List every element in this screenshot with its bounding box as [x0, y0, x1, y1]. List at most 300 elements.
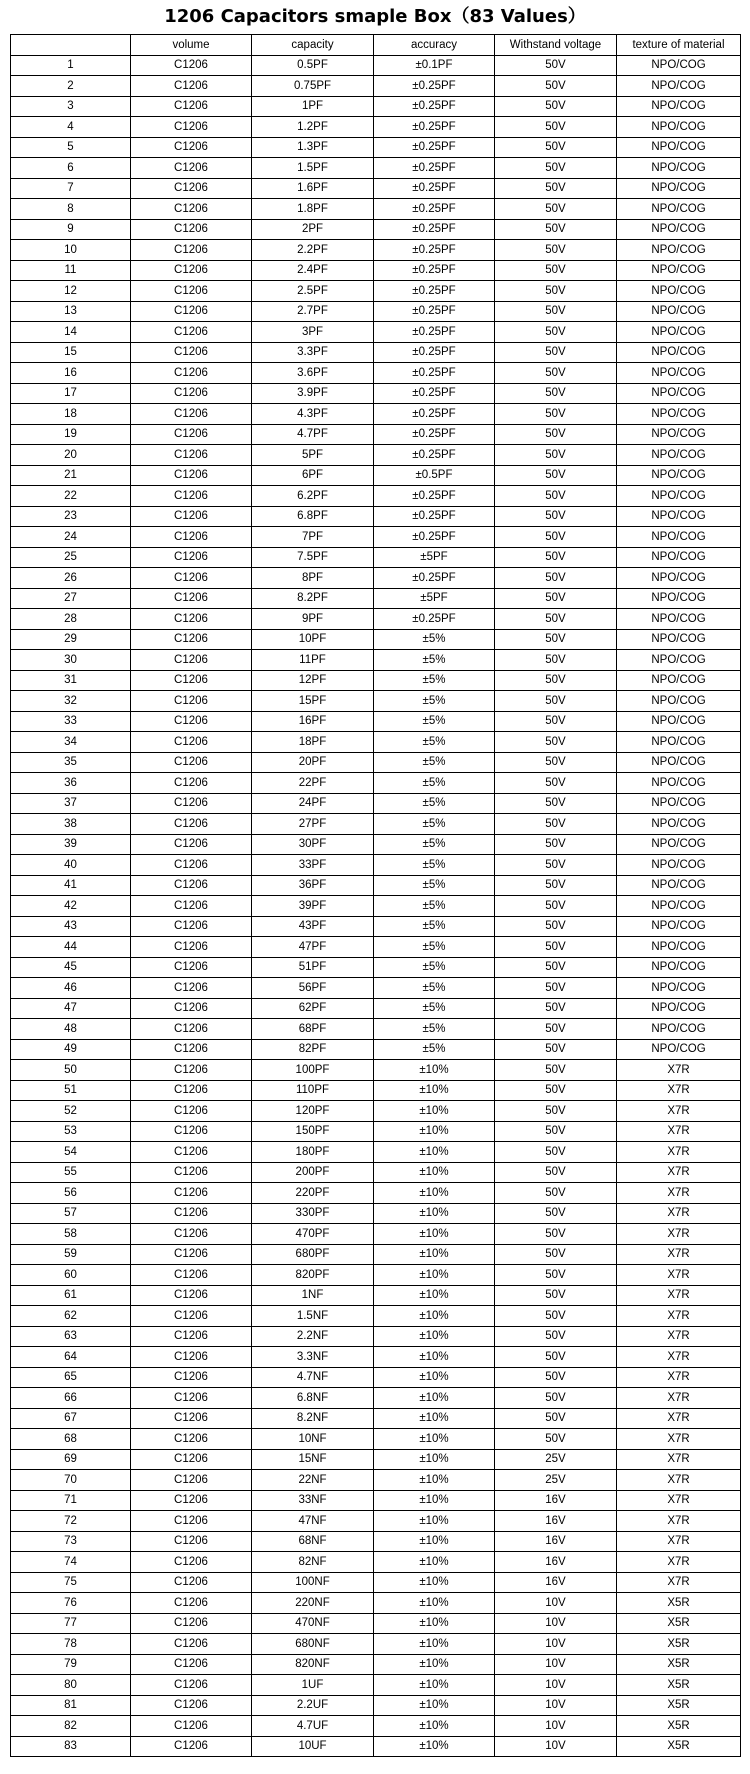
cell-accuracy: ±5% — [374, 1039, 495, 1060]
cell-capacity: 4.7PF — [252, 424, 374, 445]
cell-capacity: 6.8NF — [252, 1388, 374, 1409]
cell-voltage: 16V — [495, 1572, 617, 1593]
cell-capacity: 150PF — [252, 1121, 374, 1142]
cell-volume: C1206 — [131, 219, 252, 240]
cell-material: NPO/COG — [617, 158, 741, 179]
cell-accuracy: ±10% — [374, 1306, 495, 1327]
cell-material: NPO/COG — [617, 998, 741, 1019]
table-row — [11, 1613, 741, 1634]
table-row — [11, 465, 741, 486]
cell-accuracy: ±10% — [374, 1101, 495, 1122]
cell-voltage: 50V — [495, 342, 617, 363]
cell-material: X5R — [617, 1716, 741, 1737]
cell-accuracy: ±5PF — [374, 588, 495, 609]
cell-material: NPO/COG — [617, 506, 741, 527]
cell-accuracy: ±10% — [374, 1121, 495, 1142]
cell-capacity: 220NF — [252, 1593, 374, 1614]
cell-index: 11 — [11, 260, 131, 281]
cell-voltage: 50V — [495, 1408, 617, 1429]
table-row — [11, 76, 741, 97]
cell-index: 82 — [11, 1716, 131, 1737]
cell-index: 13 — [11, 301, 131, 322]
cell-voltage: 50V — [495, 96, 617, 117]
cell-capacity: 36PF — [252, 875, 374, 896]
cell-voltage: 50V — [495, 1142, 617, 1163]
cell-index: 71 — [11, 1490, 131, 1511]
cell-material: NPO/COG — [617, 55, 741, 76]
table-row — [11, 1224, 741, 1245]
cell-voltage: 16V — [495, 1552, 617, 1573]
cell-index: 54 — [11, 1142, 131, 1163]
cell-capacity: 8PF — [252, 568, 374, 589]
cell-index: 83 — [11, 1736, 131, 1757]
table-row — [11, 1183, 741, 1204]
cell-capacity: 51PF — [252, 957, 374, 978]
cell-accuracy: ±10% — [374, 1470, 495, 1491]
cell-voltage: 50V — [495, 691, 617, 712]
cell-voltage: 50V — [495, 629, 617, 650]
cell-index: 77 — [11, 1613, 131, 1634]
table-row — [11, 527, 741, 548]
table-row — [11, 1531, 741, 1552]
table-row — [11, 117, 741, 138]
page-title: 1206 Capacitors smaple Box（83 Values） — [164, 6, 586, 27]
cell-volume: C1206 — [131, 117, 252, 138]
cell-capacity: 6.8PF — [252, 506, 374, 527]
cell-accuracy: ±0.25PF — [374, 199, 495, 220]
cell-capacity: 10UF — [252, 1736, 374, 1757]
cell-capacity: 2PF — [252, 219, 374, 240]
cell-material: NPO/COG — [617, 937, 741, 958]
table-row — [11, 178, 741, 199]
cell-index: 59 — [11, 1244, 131, 1265]
cell-material: NPO/COG — [617, 117, 741, 138]
cell-volume: C1206 — [131, 711, 252, 732]
cell-volume: C1206 — [131, 588, 252, 609]
cell-voltage: 50V — [495, 834, 617, 855]
cell-voltage: 50V — [495, 650, 617, 671]
cell-material: X7R — [617, 1347, 741, 1368]
table-row — [11, 1039, 741, 1060]
cell-index: 14 — [11, 322, 131, 343]
cell-index: 46 — [11, 978, 131, 999]
cell-voltage: 10V — [495, 1675, 617, 1696]
cell-capacity: 330PF — [252, 1203, 374, 1224]
cell-capacity: 62PF — [252, 998, 374, 1019]
cell-voltage: 50V — [495, 998, 617, 1019]
cell-accuracy: ±5% — [374, 629, 495, 650]
cell-capacity: 4.3PF — [252, 404, 374, 425]
cell-material: NPO/COG — [617, 260, 741, 281]
cell-material: NPO/COG — [617, 670, 741, 691]
cell-material: NPO/COG — [617, 752, 741, 773]
cell-index: 15 — [11, 342, 131, 363]
cell-capacity: 220PF — [252, 1183, 374, 1204]
cell-accuracy: ±10% — [374, 1285, 495, 1306]
cell-material: NPO/COG — [617, 916, 741, 937]
cell-volume: C1206 — [131, 629, 252, 650]
cell-material: X7R — [617, 1203, 741, 1224]
cell-index: 70 — [11, 1470, 131, 1491]
cell-voltage: 50V — [495, 896, 617, 917]
cell-capacity: 180PF — [252, 1142, 374, 1163]
cell-accuracy: ±10% — [374, 1675, 495, 1696]
table-row — [11, 814, 741, 835]
cell-material: X7R — [617, 1326, 741, 1347]
cell-accuracy: ±10% — [374, 1203, 495, 1224]
cell-material: NPO/COG — [617, 219, 741, 240]
cell-volume: C1206 — [131, 445, 252, 466]
table-row — [11, 691, 741, 712]
cell-volume: C1206 — [131, 1470, 252, 1491]
cell-material: X7R — [617, 1142, 741, 1163]
cell-accuracy: ±0.25PF — [374, 486, 495, 507]
cell-accuracy: ±0.25PF — [374, 342, 495, 363]
cell-voltage: 50V — [495, 937, 617, 958]
cell-volume: C1206 — [131, 506, 252, 527]
cell-material: NPO/COG — [617, 814, 741, 835]
cell-volume: C1206 — [131, 1613, 252, 1634]
cell-index: 52 — [11, 1101, 131, 1122]
cell-voltage: 50V — [495, 1326, 617, 1347]
cell-voltage: 50V — [495, 855, 617, 876]
cell-voltage: 50V — [495, 978, 617, 999]
cell-accuracy: ±10% — [374, 1060, 495, 1081]
table-row — [11, 260, 741, 281]
cell-index: 38 — [11, 814, 131, 835]
cell-index: 43 — [11, 916, 131, 937]
cell-index: 48 — [11, 1019, 131, 1040]
cell-index: 41 — [11, 875, 131, 896]
cell-accuracy: ±5% — [374, 957, 495, 978]
cell-capacity: 200PF — [252, 1162, 374, 1183]
cell-volume: C1206 — [131, 670, 252, 691]
cell-index: 22 — [11, 486, 131, 507]
cell-material: X7R — [617, 1572, 741, 1593]
table-row — [11, 1408, 741, 1429]
cell-capacity: 0.75PF — [252, 76, 374, 97]
cell-capacity: 16PF — [252, 711, 374, 732]
cell-voltage: 50V — [495, 404, 617, 425]
table-row — [11, 937, 741, 958]
table-row — [11, 1326, 741, 1347]
cell-volume: C1206 — [131, 1224, 252, 1245]
cell-index: 81 — [11, 1695, 131, 1716]
cell-accuracy: ±10% — [374, 1265, 495, 1286]
cell-material: X5R — [617, 1695, 741, 1716]
table-row — [11, 1388, 741, 1409]
table-row — [11, 1736, 741, 1757]
cell-volume: C1206 — [131, 301, 252, 322]
cell-index: 28 — [11, 609, 131, 630]
cell-voltage: 50V — [495, 281, 617, 302]
cell-material: NPO/COG — [617, 178, 741, 199]
cell-accuracy: ±5% — [374, 773, 495, 794]
cell-volume: C1206 — [131, 978, 252, 999]
header-material: texture of material — [617, 35, 741, 56]
table-row — [11, 158, 741, 179]
cell-index: 32 — [11, 691, 131, 712]
cell-voltage: 10V — [495, 1654, 617, 1675]
cell-voltage: 50V — [495, 588, 617, 609]
cell-voltage: 16V — [495, 1490, 617, 1511]
cell-index: 69 — [11, 1449, 131, 1470]
cell-volume: C1206 — [131, 1695, 252, 1716]
cell-capacity: 1.6PF — [252, 178, 374, 199]
cell-material: NPO/COG — [617, 342, 741, 363]
cell-volume: C1206 — [131, 1572, 252, 1593]
cell-material: X7R — [617, 1101, 741, 1122]
cell-voltage: 50V — [495, 568, 617, 589]
cell-voltage: 10V — [495, 1695, 617, 1716]
cell-voltage: 25V — [495, 1470, 617, 1491]
cell-voltage: 50V — [495, 547, 617, 568]
cell-voltage: 50V — [495, 322, 617, 343]
cell-accuracy: ±0.5PF — [374, 465, 495, 486]
cell-index: 24 — [11, 527, 131, 548]
cell-volume: C1206 — [131, 916, 252, 937]
cell-volume: C1206 — [131, 1388, 252, 1409]
cell-volume: C1206 — [131, 937, 252, 958]
cell-volume: C1206 — [131, 834, 252, 855]
cell-volume: C1206 — [131, 732, 252, 753]
cell-volume: C1206 — [131, 1121, 252, 1142]
cell-voltage: 10V — [495, 1613, 617, 1634]
cell-accuracy: ±10% — [374, 1634, 495, 1655]
cell-material: NPO/COG — [617, 1039, 741, 1060]
cell-accuracy: ±10% — [374, 1080, 495, 1101]
cell-material: NPO/COG — [617, 650, 741, 671]
table-row — [11, 281, 741, 302]
cell-capacity: 33NF — [252, 1490, 374, 1511]
table-row — [11, 732, 741, 753]
cell-volume: C1206 — [131, 383, 252, 404]
cell-index: 23 — [11, 506, 131, 527]
cell-volume: C1206 — [131, 55, 252, 76]
table-row — [11, 1429, 741, 1450]
cell-index: 67 — [11, 1408, 131, 1429]
cell-material: X7R — [617, 1183, 741, 1204]
cell-index: 16 — [11, 363, 131, 384]
cell-voltage: 50V — [495, 137, 617, 158]
cell-capacity: 30PF — [252, 834, 374, 855]
cell-volume: C1206 — [131, 1244, 252, 1265]
cell-index: 58 — [11, 1224, 131, 1245]
cell-accuracy: ±0.25PF — [374, 260, 495, 281]
cell-capacity: 8.2PF — [252, 588, 374, 609]
cell-voltage: 50V — [495, 465, 617, 486]
cell-voltage: 50V — [495, 1306, 617, 1327]
cell-volume: C1206 — [131, 1511, 252, 1532]
cell-capacity: 110PF — [252, 1080, 374, 1101]
cell-material: X7R — [617, 1306, 741, 1327]
cell-capacity: 47NF — [252, 1511, 374, 1532]
cell-index: 2 — [11, 76, 131, 97]
cell-accuracy: ±0.25PF — [374, 117, 495, 138]
cell-material: NPO/COG — [617, 322, 741, 343]
cell-voltage: 50V — [495, 875, 617, 896]
table-row — [11, 506, 741, 527]
table-row — [11, 1121, 741, 1142]
cell-accuracy: ±0.25PF — [374, 404, 495, 425]
table-row — [11, 998, 741, 1019]
cell-material: NPO/COG — [617, 96, 741, 117]
cell-index: 4 — [11, 117, 131, 138]
table-row — [11, 609, 741, 630]
cell-material: NPO/COG — [617, 240, 741, 261]
cell-volume: C1206 — [131, 1203, 252, 1224]
cell-accuracy: ±0.25PF — [374, 219, 495, 240]
cell-volume: C1206 — [131, 1019, 252, 1040]
cell-material: NPO/COG — [617, 486, 741, 507]
cell-voltage: 10V — [495, 1593, 617, 1614]
table-row — [11, 137, 741, 158]
cell-voltage: 50V — [495, 1203, 617, 1224]
cell-accuracy: ±10% — [374, 1408, 495, 1429]
cell-material: X5R — [617, 1675, 741, 1696]
table-row — [11, 875, 741, 896]
cell-index: 3 — [11, 96, 131, 117]
cell-volume: C1206 — [131, 1162, 252, 1183]
cell-index: 55 — [11, 1162, 131, 1183]
cell-voltage: 50V — [495, 486, 617, 507]
cell-accuracy: ±10% — [374, 1695, 495, 1716]
cell-accuracy: ±10% — [374, 1388, 495, 1409]
cell-volume: C1206 — [131, 568, 252, 589]
cell-volume: C1206 — [131, 1367, 252, 1388]
cell-material: NPO/COG — [617, 76, 741, 97]
cell-voltage: 50V — [495, 1019, 617, 1040]
cell-index: 8 — [11, 199, 131, 220]
cell-volume: C1206 — [131, 486, 252, 507]
table-row — [11, 711, 741, 732]
table-row — [11, 1552, 741, 1573]
cell-voltage: 50V — [495, 732, 617, 753]
cell-index: 64 — [11, 1347, 131, 1368]
cell-index: 49 — [11, 1039, 131, 1060]
cell-volume: C1206 — [131, 793, 252, 814]
cell-accuracy: ±5% — [374, 691, 495, 712]
cell-index: 80 — [11, 1675, 131, 1696]
cell-capacity: 82NF — [252, 1552, 374, 1573]
cell-capacity: 1UF — [252, 1675, 374, 1696]
cell-volume: C1206 — [131, 1080, 252, 1101]
cell-volume: C1206 — [131, 1101, 252, 1122]
cell-voltage: 50V — [495, 793, 617, 814]
cell-accuracy: ±5% — [374, 855, 495, 876]
cell-voltage: 10V — [495, 1634, 617, 1655]
cell-voltage: 50V — [495, 1347, 617, 1368]
cell-material: X7R — [617, 1511, 741, 1532]
cell-capacity: 100PF — [252, 1060, 374, 1081]
table-row — [11, 1244, 741, 1265]
cell-volume: C1206 — [131, 465, 252, 486]
cell-voltage: 50V — [495, 1244, 617, 1265]
cell-capacity: 3.3NF — [252, 1347, 374, 1368]
cell-volume: C1206 — [131, 527, 252, 548]
cell-capacity: 68PF — [252, 1019, 374, 1040]
table-row — [11, 1347, 741, 1368]
cell-voltage: 50V — [495, 1367, 617, 1388]
cell-accuracy: ±5% — [374, 834, 495, 855]
cell-material: NPO/COG — [617, 691, 741, 712]
cell-accuracy: ±10% — [374, 1224, 495, 1245]
table-row — [11, 752, 741, 773]
cell-voltage: 50V — [495, 711, 617, 732]
cell-material: NPO/COG — [617, 363, 741, 384]
cell-volume: C1206 — [131, 1634, 252, 1655]
table-row — [11, 1285, 741, 1306]
cell-accuracy: ±10% — [374, 1654, 495, 1675]
cell-accuracy: ±5% — [374, 814, 495, 835]
table-row — [11, 1593, 741, 1614]
cell-volume: C1206 — [131, 1490, 252, 1511]
cell-index: 75 — [11, 1572, 131, 1593]
cell-index: 1 — [11, 55, 131, 76]
header-volume: volume — [131, 35, 252, 56]
cell-capacity: 1.2PF — [252, 117, 374, 138]
cell-volume: C1206 — [131, 1306, 252, 1327]
cell-voltage: 50V — [495, 1224, 617, 1245]
cell-index: 74 — [11, 1552, 131, 1573]
cell-capacity: 33PF — [252, 855, 374, 876]
cell-capacity: 5PF — [252, 445, 374, 466]
cell-index: 17 — [11, 383, 131, 404]
table-row — [11, 383, 741, 404]
table-row — [11, 55, 741, 76]
cell-capacity: 820PF — [252, 1265, 374, 1286]
cell-index: 12 — [11, 281, 131, 302]
table-row — [11, 855, 741, 876]
table-row — [11, 629, 741, 650]
cell-index: 79 — [11, 1654, 131, 1675]
cell-volume: C1206 — [131, 1449, 252, 1470]
cell-accuracy: ±10% — [374, 1326, 495, 1347]
cell-capacity: 4.7UF — [252, 1716, 374, 1737]
cell-accuracy: ±0.25PF — [374, 363, 495, 384]
cell-voltage: 10V — [495, 1716, 617, 1737]
cell-voltage: 50V — [495, 916, 617, 937]
cell-capacity: 3.9PF — [252, 383, 374, 404]
table-row — [11, 240, 741, 261]
cell-voltage: 50V — [495, 1162, 617, 1183]
cell-material: NPO/COG — [617, 199, 741, 220]
cell-capacity: 3.3PF — [252, 342, 374, 363]
cell-volume: C1206 — [131, 1039, 252, 1060]
cell-volume: C1206 — [131, 1716, 252, 1737]
cell-index: 60 — [11, 1265, 131, 1286]
cell-voltage: 50V — [495, 240, 617, 261]
table-row — [11, 1654, 741, 1675]
cell-accuracy: ±5% — [374, 998, 495, 1019]
cell-capacity: 56PF — [252, 978, 374, 999]
cell-volume: C1206 — [131, 1183, 252, 1204]
cell-accuracy: ±0.25PF — [374, 96, 495, 117]
cell-index: 57 — [11, 1203, 131, 1224]
cell-voltage: 16V — [495, 1531, 617, 1552]
cell-volume: C1206 — [131, 1531, 252, 1552]
header-accuracy: accuracy — [374, 35, 495, 56]
cell-volume: C1206 — [131, 322, 252, 343]
cell-capacity: 47PF — [252, 937, 374, 958]
cell-material: NPO/COG — [617, 875, 741, 896]
cell-material: NPO/COG — [617, 568, 741, 589]
cell-volume: C1206 — [131, 363, 252, 384]
cell-material: NPO/COG — [617, 773, 741, 794]
cell-capacity: 7PF — [252, 527, 374, 548]
cell-accuracy: ±5% — [374, 875, 495, 896]
cell-capacity: 100NF — [252, 1572, 374, 1593]
